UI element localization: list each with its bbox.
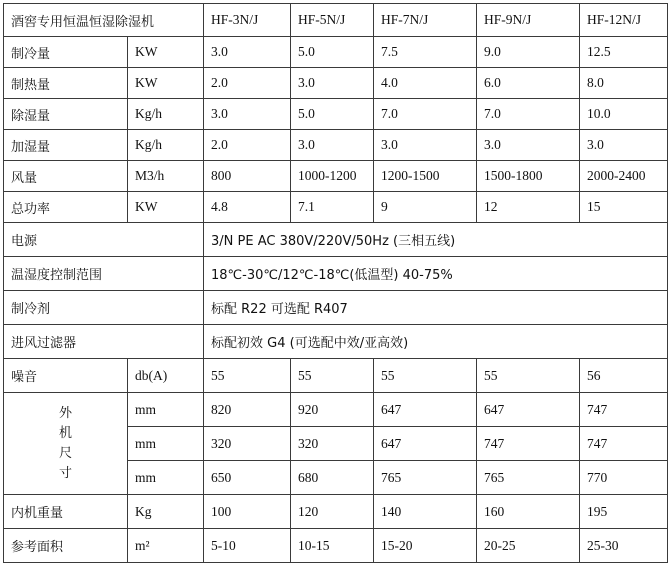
row-label: 内机重量 <box>4 495 128 529</box>
cell-value: 15-20 <box>374 529 477 563</box>
cell-value: 55 <box>374 359 477 393</box>
cell-value: 9 <box>374 192 477 223</box>
dimensions-label-char: 外 <box>58 405 72 421</box>
cell-value: 55 <box>291 359 374 393</box>
cell-value: 820 <box>204 393 291 427</box>
cell-value: 195 <box>580 495 668 529</box>
dimensions-label-char: 尺 <box>58 445 72 461</box>
row-label: 总功率 <box>4 192 128 223</box>
cell-value: 747 <box>477 427 580 461</box>
row-label: 参考面积 <box>4 529 128 563</box>
cell-value: 747 <box>580 393 668 427</box>
model-header: HF-12N/J <box>580 4 668 37</box>
spec-table <box>3 3 668 563</box>
cell-value: 20-25 <box>477 529 580 563</box>
cell-value: 12.5 <box>580 37 668 68</box>
cell-value: 6.0 <box>477 68 580 99</box>
table-row <box>4 223 668 257</box>
cell-value: 1000-1200 <box>291 161 374 192</box>
cell-value: 680 <box>291 461 374 495</box>
row-label: 加湿量 <box>4 130 128 161</box>
cell-value: 320 <box>291 427 374 461</box>
table-row <box>4 257 668 291</box>
cell-value: 7.0 <box>374 99 477 130</box>
table-row <box>4 291 668 325</box>
model-header: HF-9N/J <box>477 4 580 37</box>
table-row <box>4 393 668 427</box>
cell-value: 4.0 <box>374 68 477 99</box>
cell-value: 10-15 <box>291 529 374 563</box>
header-row <box>4 4 668 37</box>
cell-value: 3.0 <box>204 99 291 130</box>
row-label: 制冷剂 <box>4 291 204 325</box>
cell-value: 5.0 <box>291 99 374 130</box>
row-unit: mm <box>128 427 204 461</box>
cell-value: 140 <box>374 495 477 529</box>
cell-value: 3.0 <box>291 130 374 161</box>
cell-value: 747 <box>580 427 668 461</box>
cell-value: 8.0 <box>580 68 668 99</box>
cell-value: 765 <box>374 461 477 495</box>
row-label: 风量 <box>4 161 128 192</box>
row-unit: Kg/h <box>128 99 204 130</box>
row-label: 电源 <box>4 223 204 257</box>
table-row <box>4 359 668 393</box>
table-row <box>4 37 668 68</box>
cell-value: 2.0 <box>204 130 291 161</box>
dimensions-label <box>4 393 128 495</box>
table-row <box>4 192 668 223</box>
dimensions-label-char: 寸 <box>58 465 72 481</box>
table-row <box>4 529 668 563</box>
row-unit: db(A) <box>128 359 204 393</box>
cell-value: 320 <box>204 427 291 461</box>
cell-value: 55 <box>204 359 291 393</box>
table-row <box>4 130 668 161</box>
cell-value: 2000-2400 <box>580 161 668 192</box>
row-unit: M3/h <box>128 161 204 192</box>
row-unit: KW <box>128 68 204 99</box>
cell-value: 标配初效 G4 (可选配中效/亚高效) <box>204 325 668 359</box>
cell-value: 120 <box>291 495 374 529</box>
row-label: 进风过滤器 <box>4 325 204 359</box>
table-row <box>4 161 668 192</box>
cell-value: 647 <box>374 393 477 427</box>
cell-value: 标配 R22 可选配 R407 <box>204 291 668 325</box>
cell-value: 12 <box>477 192 580 223</box>
cell-value: 3.0 <box>374 130 477 161</box>
row-unit: KW <box>128 37 204 68</box>
row-label: 制热量 <box>4 68 128 99</box>
cell-value: 647 <box>374 427 477 461</box>
table-row <box>4 325 668 359</box>
cell-value: 647 <box>477 393 580 427</box>
cell-value: 650 <box>204 461 291 495</box>
row-unit: Kg <box>128 495 204 529</box>
cell-value: 3.0 <box>291 68 374 99</box>
table-row <box>4 495 668 529</box>
row-label: 噪音 <box>4 359 128 393</box>
cell-value: 920 <box>291 393 374 427</box>
cell-value: 7.5 <box>374 37 477 68</box>
table-row <box>4 99 668 130</box>
cell-value: 765 <box>477 461 580 495</box>
cell-value: 10.0 <box>580 99 668 130</box>
row-unit: mm <box>128 393 204 427</box>
table-title: 酒窖专用恒温恒湿除湿机 <box>4 4 204 37</box>
cell-value: 3.0 <box>204 37 291 68</box>
cell-value: 18℃-30℃/12℃-18℃(低温型) 40-75% <box>204 257 668 291</box>
cell-value: 3.0 <box>580 130 668 161</box>
cell-value: 800 <box>204 161 291 192</box>
row-unit: KW <box>128 192 204 223</box>
cell-value: 5-10 <box>204 529 291 563</box>
cell-value: 55 <box>477 359 580 393</box>
cell-value: 3.0 <box>477 130 580 161</box>
row-unit: mm <box>128 461 204 495</box>
cell-value: 1200-1500 <box>374 161 477 192</box>
cell-value: 56 <box>580 359 668 393</box>
cell-value: 25-30 <box>580 529 668 563</box>
cell-value: 5.0 <box>291 37 374 68</box>
cell-value: 2.0 <box>204 68 291 99</box>
model-header: HF-7N/J <box>374 4 477 37</box>
row-label: 制冷量 <box>4 37 128 68</box>
dimensions-label-char: 机 <box>58 425 72 441</box>
cell-value: 160 <box>477 495 580 529</box>
row-unit: m² <box>128 529 204 563</box>
cell-value: 7.0 <box>477 99 580 130</box>
cell-value: 100 <box>204 495 291 529</box>
cell-value: 1500-1800 <box>477 161 580 192</box>
cell-value: 9.0 <box>477 37 580 68</box>
model-header: HF-3N/J <box>204 4 291 37</box>
model-header: HF-5N/J <box>291 4 374 37</box>
cell-value: 15 <box>580 192 668 223</box>
cell-value: 7.1 <box>291 192 374 223</box>
cell-value: 770 <box>580 461 668 495</box>
row-label: 除湿量 <box>4 99 128 130</box>
row-label: 温湿度控制范围 <box>4 257 204 291</box>
cell-value: 3/N PE AC 380V/220V/50Hz (三相五线) <box>204 223 668 257</box>
cell-value: 4.8 <box>204 192 291 223</box>
table-row <box>4 68 668 99</box>
row-unit: Kg/h <box>128 130 204 161</box>
